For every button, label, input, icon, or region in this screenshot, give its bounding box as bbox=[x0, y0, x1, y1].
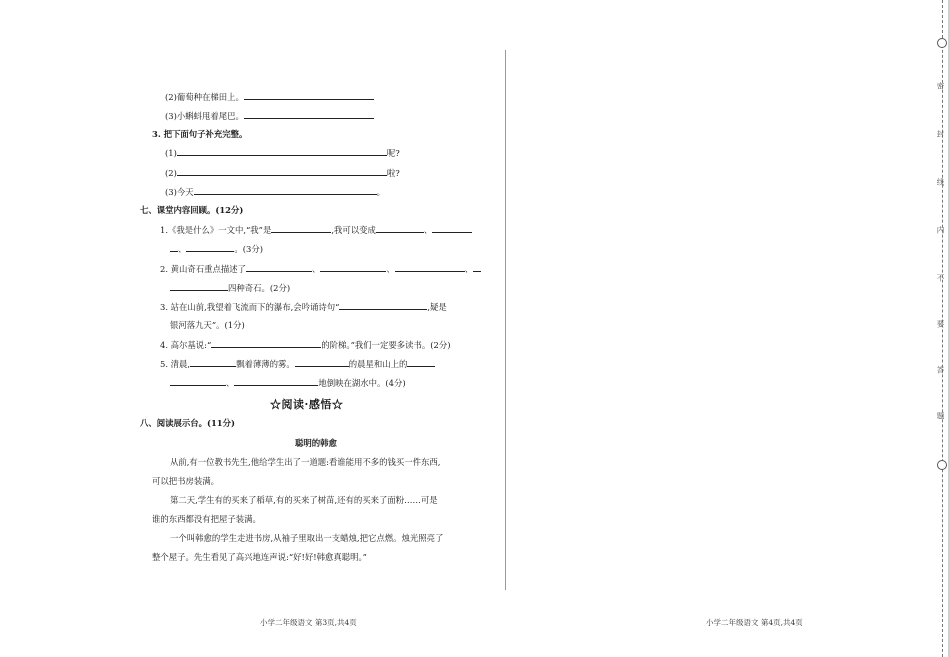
story-paragraph-2-line-2: 谁的东西都没有把屋子装满。 bbox=[152, 514, 261, 524]
q2-text-d: 、 bbox=[464, 264, 474, 274]
s7-question-3-line-2: 银河落九天”。(1分) bbox=[170, 320, 245, 330]
q2-text-c: 、 bbox=[386, 264, 395, 274]
q1-text-b: ,我可以变成 bbox=[331, 225, 376, 235]
sentence-item-3-text: (3)小蝌蚪甩着尾巴。 bbox=[165, 111, 244, 121]
q1-text-c: 、 bbox=[423, 225, 433, 235]
story-paragraph-3-line-2: 整个屋子。先生看见了高兴地连声说:“好!好!韩愈真聪明。” bbox=[152, 552, 367, 562]
answer-blank[interactable] bbox=[432, 224, 472, 233]
binding-char: 答 bbox=[936, 366, 945, 374]
answer-blank[interactable] bbox=[170, 377, 226, 386]
story-paragraph-1-line-2: 可以把书房装满。 bbox=[152, 476, 219, 486]
answer-blank[interactable] bbox=[234, 377, 318, 386]
fill-label: (2) bbox=[165, 168, 177, 178]
answer-blank[interactable] bbox=[473, 263, 481, 272]
fill-sentence-2 bbox=[165, 167, 400, 179]
fill-label: (1) bbox=[165, 148, 177, 158]
reading-section-banner: ☆阅读·感悟☆ bbox=[270, 398, 344, 411]
s7-question-1-line-1 bbox=[160, 224, 472, 236]
fill-end: 呢? bbox=[386, 148, 400, 158]
fill-end: 啦? bbox=[386, 168, 400, 178]
footer-page-4: 小学二年级语文 第4页,共4页 bbox=[706, 618, 803, 627]
q5-text-b: 飘着薄薄的雾。 bbox=[236, 359, 295, 369]
answer-blank[interactable] bbox=[190, 358, 236, 367]
fill-sentence-1 bbox=[165, 147, 400, 159]
footer-page-3: 小学二年级语文 第3页,共4页 bbox=[260, 618, 357, 627]
section-8-title: 八、阅读展示台。(11分) bbox=[140, 418, 235, 428]
binding-char: 封 bbox=[936, 130, 945, 138]
story-paragraph-3-line-1: 一个叫韩愈的学生走进书房,从袖子里取出一支蜡烛,把它点燃。烛光照亮了 bbox=[170, 533, 444, 543]
answer-blank[interactable] bbox=[271, 224, 331, 233]
binding-char: 内 bbox=[936, 226, 945, 234]
q1-text-d: 、 bbox=[178, 244, 187, 254]
sentence-item-2-text: (2)葡萄种在梯田上。 bbox=[165, 92, 244, 102]
q5-text-e: 地倒映在湖水中。(4分) bbox=[318, 378, 406, 388]
q5-text-d: 、 bbox=[226, 378, 235, 388]
answer-blank[interactable] bbox=[246, 263, 312, 272]
page-divider bbox=[505, 50, 506, 590]
binding-line bbox=[942, 0, 943, 657]
answer-blank[interactable] bbox=[376, 224, 424, 233]
section-7-title: 七、课堂内容回顾。(12分) bbox=[140, 205, 244, 215]
q2-text-e: 四种奇石。(2分) bbox=[228, 283, 291, 293]
s7-question-3-line-1 bbox=[160, 301, 447, 313]
q3-text-b: ,疑是 bbox=[427, 302, 447, 312]
sentence-item-3 bbox=[165, 110, 374, 122]
binding-char: 密 bbox=[936, 82, 945, 90]
question-3-title: 3. 把下面句子补充完整。 bbox=[152, 129, 248, 139]
answer-blank[interactable] bbox=[339, 301, 427, 310]
story-title: 聪明的韩愈 bbox=[295, 438, 337, 448]
fill-sentence-3 bbox=[165, 186, 385, 198]
answer-blank[interactable] bbox=[295, 358, 349, 367]
fill-label: (3)今天 bbox=[165, 187, 194, 197]
binding-circle-bottom-icon bbox=[937, 460, 947, 470]
s7-question-5-line-2 bbox=[170, 377, 406, 389]
answer-blank[interactable] bbox=[194, 186, 377, 195]
fill-end: 。 bbox=[376, 187, 385, 197]
q5-text-c: 的晨星和山上的 bbox=[348, 359, 408, 369]
answer-blank[interactable] bbox=[244, 91, 374, 100]
q1-text-e: 。(3分) bbox=[234, 244, 263, 254]
story-paragraph-1-line-1: 从前,有一位教书先生,他给学生出了一道题:看谁能用不多的钱买一件东西, bbox=[170, 457, 441, 467]
answer-blank[interactable] bbox=[177, 167, 387, 176]
answer-blank[interactable] bbox=[170, 282, 228, 291]
s7-question-4 bbox=[160, 339, 450, 351]
binding-char: 线 bbox=[936, 178, 945, 186]
binding-char: 题 bbox=[936, 412, 945, 420]
sentence-item-2 bbox=[165, 91, 374, 103]
answer-blank[interactable] bbox=[395, 263, 465, 272]
s7-question-5-line-1 bbox=[160, 358, 435, 370]
q2-text-a: 2. 黄山奇石重点描述了 bbox=[160, 264, 247, 274]
s7-question-2-line-2 bbox=[170, 282, 290, 294]
q1-text-a: 1.《我是什么》一文中,“我”是 bbox=[160, 225, 272, 235]
q3-text-a: 3. 站在山前,我望着飞流而下的瀑布,会吟诵诗句“ bbox=[160, 302, 340, 312]
story-paragraph-2-line-1: 第二天,学生有的买来了稻草,有的买来了树苗,还有的买来了面粉……可是 bbox=[170, 495, 438, 505]
answer-blank[interactable] bbox=[320, 263, 386, 272]
binding-circle-top-icon bbox=[937, 38, 947, 48]
answer-blank[interactable] bbox=[170, 243, 178, 252]
q2-text-b: 、 bbox=[312, 264, 321, 274]
s7-question-2-line-1 bbox=[160, 263, 481, 275]
binding-char: 要 bbox=[936, 320, 945, 328]
answer-blank[interactable] bbox=[186, 243, 234, 252]
answer-blank[interactable] bbox=[211, 339, 321, 348]
answer-blank[interactable] bbox=[244, 110, 374, 119]
q5-text-a: 5. 清晨, bbox=[160, 359, 191, 369]
answer-blank[interactable] bbox=[407, 358, 435, 367]
binding-char: 不 bbox=[936, 274, 945, 282]
answer-blank[interactable] bbox=[177, 147, 387, 156]
s7-question-1-line-2 bbox=[170, 243, 263, 255]
q4-text-a: 4. 高尔基说:“ bbox=[160, 340, 212, 350]
q4-text-b: 的阶梯。”我们一定要多读书。(2分) bbox=[321, 340, 451, 350]
